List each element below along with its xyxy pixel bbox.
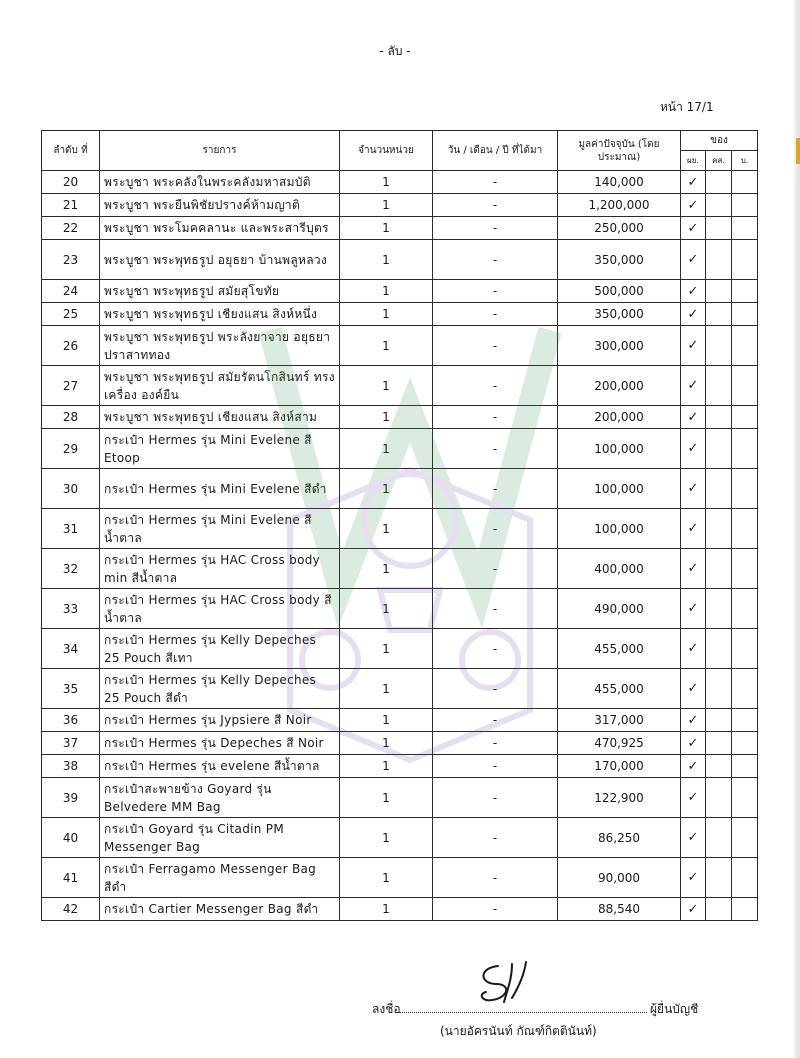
row-owner-check: ✓ bbox=[681, 280, 706, 303]
asset-table bbox=[41, 130, 758, 921]
row-owner-c bbox=[732, 778, 758, 818]
row-quantity: 1 bbox=[340, 194, 433, 217]
row-number: 32 bbox=[42, 549, 100, 589]
row-date: - bbox=[433, 280, 558, 303]
row-owner-b bbox=[706, 629, 732, 669]
row-date: - bbox=[433, 326, 558, 366]
row-quantity: 1 bbox=[340, 778, 433, 818]
row-owner-b bbox=[706, 171, 732, 194]
row-item: กระเป๋า Hermes รุ่น Mini Evelene สีดำ bbox=[100, 469, 340, 509]
row-value: 170,000 bbox=[558, 755, 681, 778]
row-item: กระเป๋า Ferragamo Messenger Bag สีดำ bbox=[100, 858, 340, 898]
row-number: 39 bbox=[42, 778, 100, 818]
row-quantity: 1 bbox=[340, 732, 433, 755]
row-owner-c bbox=[732, 171, 758, 194]
row-owner-b bbox=[706, 549, 732, 589]
row-owner-b bbox=[706, 589, 732, 629]
header-item: รายการ bbox=[100, 131, 340, 171]
row-value: 90,000 bbox=[558, 858, 681, 898]
row-number: 24 bbox=[42, 280, 100, 303]
row-owner-c bbox=[732, 326, 758, 366]
table-row bbox=[42, 429, 758, 469]
row-owner-b bbox=[706, 898, 732, 921]
table-row bbox=[42, 755, 758, 778]
table-row bbox=[42, 366, 758, 406]
table-row bbox=[42, 217, 758, 240]
row-value: 100,000 bbox=[558, 509, 681, 549]
row-item: กระเป๋า Hermes รุ่น Mini Evelene สี Etoop bbox=[100, 429, 340, 469]
row-date: - bbox=[433, 709, 558, 732]
row-number: 30 bbox=[42, 469, 100, 509]
row-owner-check: ✓ bbox=[681, 171, 706, 194]
row-number: 35 bbox=[42, 669, 100, 709]
row-owner-check: ✓ bbox=[681, 303, 706, 326]
row-value: 317,000 bbox=[558, 709, 681, 732]
signature-label: ลงชื่อ bbox=[372, 1002, 401, 1016]
page-number: หน้า 17/1 bbox=[660, 100, 714, 114]
row-item: กระเป๋า Hermes รุ่น Mini Evelene สีน้ำตาล bbox=[100, 509, 340, 549]
row-number: 31 bbox=[42, 509, 100, 549]
row-owner-b bbox=[706, 217, 732, 240]
row-number: 37 bbox=[42, 732, 100, 755]
edge-marker bbox=[796, 138, 800, 164]
row-quantity: 1 bbox=[340, 818, 433, 858]
row-quantity: 1 bbox=[340, 217, 433, 240]
row-number: 33 bbox=[42, 589, 100, 629]
table-body bbox=[42, 171, 758, 921]
row-number: 41 bbox=[42, 858, 100, 898]
row-item: พระบูชา พระพุทธรูป สมัยรัตนโกสินทร์ ทรงเครื่อง องค์ยืน bbox=[100, 366, 340, 406]
row-owner-b bbox=[706, 858, 732, 898]
header-owner-b: คส. bbox=[706, 151, 732, 171]
table-row bbox=[42, 669, 758, 709]
row-value: 140,000 bbox=[558, 171, 681, 194]
row-item: กระเป๋าสะพายข้าง Goyard รุ่น Belvedere MM Bag bbox=[100, 778, 340, 818]
row-quantity: 1 bbox=[340, 858, 433, 898]
row-date: - bbox=[433, 589, 558, 629]
row-value: 86,250 bbox=[558, 818, 681, 858]
row-date: - bbox=[433, 778, 558, 818]
row-date: - bbox=[433, 858, 558, 898]
row-date: - bbox=[433, 429, 558, 469]
row-value: 100,000 bbox=[558, 469, 681, 509]
row-owner-c bbox=[732, 589, 758, 629]
row-owner-c bbox=[732, 549, 758, 589]
row-value: 455,000 bbox=[558, 669, 681, 709]
row-date: - bbox=[433, 240, 558, 280]
row-item: พระบูชา พระโมคคลานะ และพระสารีบุตร bbox=[100, 217, 340, 240]
row-owner-check: ✓ bbox=[681, 778, 706, 818]
row-owner-check: ✓ bbox=[681, 669, 706, 709]
row-quantity: 1 bbox=[340, 589, 433, 629]
row-item: กระเป๋า Hermes รุ่น Kelly Depeches 25 Pouch สีเทา bbox=[100, 629, 340, 669]
row-owner-check: ✓ bbox=[681, 755, 706, 778]
row-item: กระเป๋า Hermes รุ่น HAC Cross body สีน้ำตาล bbox=[100, 589, 340, 629]
row-number: 29 bbox=[42, 429, 100, 469]
row-number: 23 bbox=[42, 240, 100, 280]
table-row bbox=[42, 469, 758, 509]
row-date: - bbox=[433, 509, 558, 549]
row-number: 26 bbox=[42, 326, 100, 366]
table-row bbox=[42, 549, 758, 589]
row-value: 470,925 bbox=[558, 732, 681, 755]
table-row bbox=[42, 589, 758, 629]
header-value: มูลค่าปัจจุบัน (โดยประมาณ) bbox=[558, 131, 681, 171]
row-date: - bbox=[433, 303, 558, 326]
row-owner-check: ✓ bbox=[681, 429, 706, 469]
row-owner-check: ✓ bbox=[681, 509, 706, 549]
row-date: - bbox=[433, 898, 558, 921]
row-value: 200,000 bbox=[558, 406, 681, 429]
row-quantity: 1 bbox=[340, 326, 433, 366]
row-quantity: 1 bbox=[340, 549, 433, 589]
row-value: 350,000 bbox=[558, 240, 681, 280]
row-owner-c bbox=[732, 898, 758, 921]
row-date: - bbox=[433, 629, 558, 669]
row-owner-check: ✓ bbox=[681, 898, 706, 921]
row-owner-b bbox=[706, 194, 732, 217]
row-item: กระเป๋า Hermes รุ่น Depeches สี Noir bbox=[100, 732, 340, 755]
row-date: - bbox=[433, 217, 558, 240]
row-value: 455,000 bbox=[558, 629, 681, 669]
row-owner-check: ✓ bbox=[681, 366, 706, 406]
table-row bbox=[42, 858, 758, 898]
row-owner-check: ✓ bbox=[681, 709, 706, 732]
row-number: 34 bbox=[42, 629, 100, 669]
row-quantity: 1 bbox=[340, 406, 433, 429]
row-item: พระบูชา พระยืนพิชัยปรางค์ห้ามญาติ bbox=[100, 194, 340, 217]
row-owner-b bbox=[706, 280, 732, 303]
row-value: 88,540 bbox=[558, 898, 681, 921]
classification-label: - ลับ - bbox=[379, 44, 411, 58]
row-number: 21 bbox=[42, 194, 100, 217]
row-owner-b bbox=[706, 469, 732, 509]
signature-line bbox=[399, 1012, 647, 1013]
row-value: 490,000 bbox=[558, 589, 681, 629]
row-owner-c bbox=[732, 509, 758, 549]
row-item: พระบูชา พระพุทธรูป อยุธยา บ้านพลูหลวง bbox=[100, 240, 340, 280]
row-quantity: 1 bbox=[340, 429, 433, 469]
row-value: 100,000 bbox=[558, 429, 681, 469]
row-owner-b bbox=[706, 669, 732, 709]
row-owner-c bbox=[732, 469, 758, 509]
row-owner-c bbox=[732, 429, 758, 469]
row-owner-check: ✓ bbox=[681, 326, 706, 366]
row-date: - bbox=[433, 755, 558, 778]
row-owner-c bbox=[732, 669, 758, 709]
row-owner-b bbox=[706, 326, 732, 366]
row-owner-b bbox=[706, 366, 732, 406]
row-quantity: 1 bbox=[340, 669, 433, 709]
row-owner-b bbox=[706, 778, 732, 818]
row-date: - bbox=[433, 171, 558, 194]
row-number: 38 bbox=[42, 755, 100, 778]
row-date: - bbox=[433, 406, 558, 429]
row-number: 40 bbox=[42, 818, 100, 858]
row-number: 22 bbox=[42, 217, 100, 240]
table-row bbox=[42, 303, 758, 326]
row-owner-check: ✓ bbox=[681, 194, 706, 217]
row-owner-check: ✓ bbox=[681, 240, 706, 280]
row-quantity: 1 bbox=[340, 509, 433, 549]
row-owner-c bbox=[732, 629, 758, 669]
row-item: กระเป๋า Hermes รุ่น HAC Cross body min สีน้ำตาล bbox=[100, 549, 340, 589]
row-owner-c bbox=[732, 755, 758, 778]
row-number: 20 bbox=[42, 171, 100, 194]
row-number: 27 bbox=[42, 366, 100, 406]
row-owner-c bbox=[732, 240, 758, 280]
table-row bbox=[42, 509, 758, 549]
row-quantity: 1 bbox=[340, 303, 433, 326]
header-owner: ของ bbox=[681, 131, 758, 151]
row-quantity: 1 bbox=[340, 755, 433, 778]
row-date: - bbox=[433, 469, 558, 509]
row-owner-check: ✓ bbox=[681, 732, 706, 755]
row-owner-check: ✓ bbox=[681, 217, 706, 240]
row-item: กระเป๋า Hermes รุ่น Kelly Depeches 25 Pouch สีดำ bbox=[100, 669, 340, 709]
row-item: กระเป๋า Goyard รุ่น Citadin PM Messenger Bag bbox=[100, 818, 340, 858]
row-owner-b bbox=[706, 755, 732, 778]
table-row bbox=[42, 629, 758, 669]
row-owner-check: ✓ bbox=[681, 469, 706, 509]
row-owner-check: ✓ bbox=[681, 629, 706, 669]
row-item: พระบูชา พระคลังในพระคลังมหาสมบัติ bbox=[100, 171, 340, 194]
row-value: 350,000 bbox=[558, 303, 681, 326]
row-item: พระบูชา พระพุทธรูป เชียงแสน สิงห์หนึ่ง bbox=[100, 303, 340, 326]
table-row bbox=[42, 171, 758, 194]
row-quantity: 1 bbox=[340, 469, 433, 509]
row-quantity: 1 bbox=[340, 629, 433, 669]
row-item: กระเป๋า Hermes รุ่น Jypsiere สี Noir bbox=[100, 709, 340, 732]
row-quantity: 1 bbox=[340, 240, 433, 280]
row-value: 400,000 bbox=[558, 549, 681, 589]
row-value: 1,200,000 bbox=[558, 194, 681, 217]
row-owner-c bbox=[732, 709, 758, 732]
row-owner-b bbox=[706, 240, 732, 280]
table-row bbox=[42, 898, 758, 921]
row-item: กระเป๋า Hermes รุ่น evelene สีน้ำตาล bbox=[100, 755, 340, 778]
row-quantity: 1 bbox=[340, 709, 433, 732]
row-owner-c bbox=[732, 217, 758, 240]
row-number: 28 bbox=[42, 406, 100, 429]
row-item: พระบูชา พระพุทธรูป พระลังยาจาย อยุธยา ปราสาททอง bbox=[100, 326, 340, 366]
row-quantity: 1 bbox=[340, 366, 433, 406]
table-row bbox=[42, 406, 758, 429]
row-owner-b bbox=[706, 406, 732, 429]
table-row bbox=[42, 194, 758, 217]
header-no: ลำดับ ที่ bbox=[42, 131, 100, 171]
row-owner-c bbox=[732, 194, 758, 217]
signer-role: ผู้ยื่นบัญชี bbox=[650, 1002, 699, 1016]
row-number: 42 bbox=[42, 898, 100, 921]
row-date: - bbox=[433, 366, 558, 406]
row-owner-check: ✓ bbox=[681, 818, 706, 858]
row-value: 200,000 bbox=[558, 366, 681, 406]
row-owner-b bbox=[706, 303, 732, 326]
row-owner-b bbox=[706, 709, 732, 732]
table-row bbox=[42, 732, 758, 755]
header-owner-a: ผย. bbox=[681, 151, 706, 171]
table-row bbox=[42, 778, 758, 818]
row-owner-b bbox=[706, 818, 732, 858]
row-item: กระเป๋า Cartier Messenger Bag สีดำ bbox=[100, 898, 340, 921]
row-owner-check: ✓ bbox=[681, 589, 706, 629]
row-owner-c bbox=[732, 366, 758, 406]
row-owner-check: ✓ bbox=[681, 858, 706, 898]
row-number: 36 bbox=[42, 709, 100, 732]
header-qty: จำนวนหน่วย bbox=[340, 131, 433, 171]
row-value: 500,000 bbox=[558, 280, 681, 303]
header-date: วัน / เดือน / ปี ที่ได้มา bbox=[433, 131, 558, 171]
row-owner-check: ✓ bbox=[681, 549, 706, 589]
table-row bbox=[42, 240, 758, 280]
row-date: - bbox=[433, 194, 558, 217]
row-owner-b bbox=[706, 732, 732, 755]
row-quantity: 1 bbox=[340, 898, 433, 921]
row-owner-c bbox=[732, 818, 758, 858]
signature-mark bbox=[468, 958, 548, 1010]
row-owner-c bbox=[732, 732, 758, 755]
row-value: 122,900 bbox=[558, 778, 681, 818]
row-owner-c bbox=[732, 858, 758, 898]
table-row bbox=[42, 326, 758, 366]
signer-name: (นายอัครนันท์ กัณฑ์กิตตินันท์) bbox=[440, 1024, 597, 1038]
table-row bbox=[42, 709, 758, 732]
row-item: พระบูชา พระพุทธรูป เชียงแสน สิงห์สาม bbox=[100, 406, 340, 429]
row-date: - bbox=[433, 549, 558, 589]
row-date: - bbox=[433, 732, 558, 755]
row-date: - bbox=[433, 818, 558, 858]
row-item: พระบูชา พระพุทธรูป สมัยสุโขทัย bbox=[100, 280, 340, 303]
row-owner-b bbox=[706, 429, 732, 469]
row-quantity: 1 bbox=[340, 280, 433, 303]
row-date: - bbox=[433, 669, 558, 709]
row-value: 250,000 bbox=[558, 217, 681, 240]
row-owner-c bbox=[732, 406, 758, 429]
row-owner-c bbox=[732, 280, 758, 303]
row-number: 25 bbox=[42, 303, 100, 326]
row-value: 300,000 bbox=[558, 326, 681, 366]
header-owner-c: บ. bbox=[732, 151, 758, 171]
table-row bbox=[42, 818, 758, 858]
row-quantity: 1 bbox=[340, 171, 433, 194]
row-owner-c bbox=[732, 303, 758, 326]
row-owner-b bbox=[706, 509, 732, 549]
table-row bbox=[42, 280, 758, 303]
row-owner-check: ✓ bbox=[681, 406, 706, 429]
